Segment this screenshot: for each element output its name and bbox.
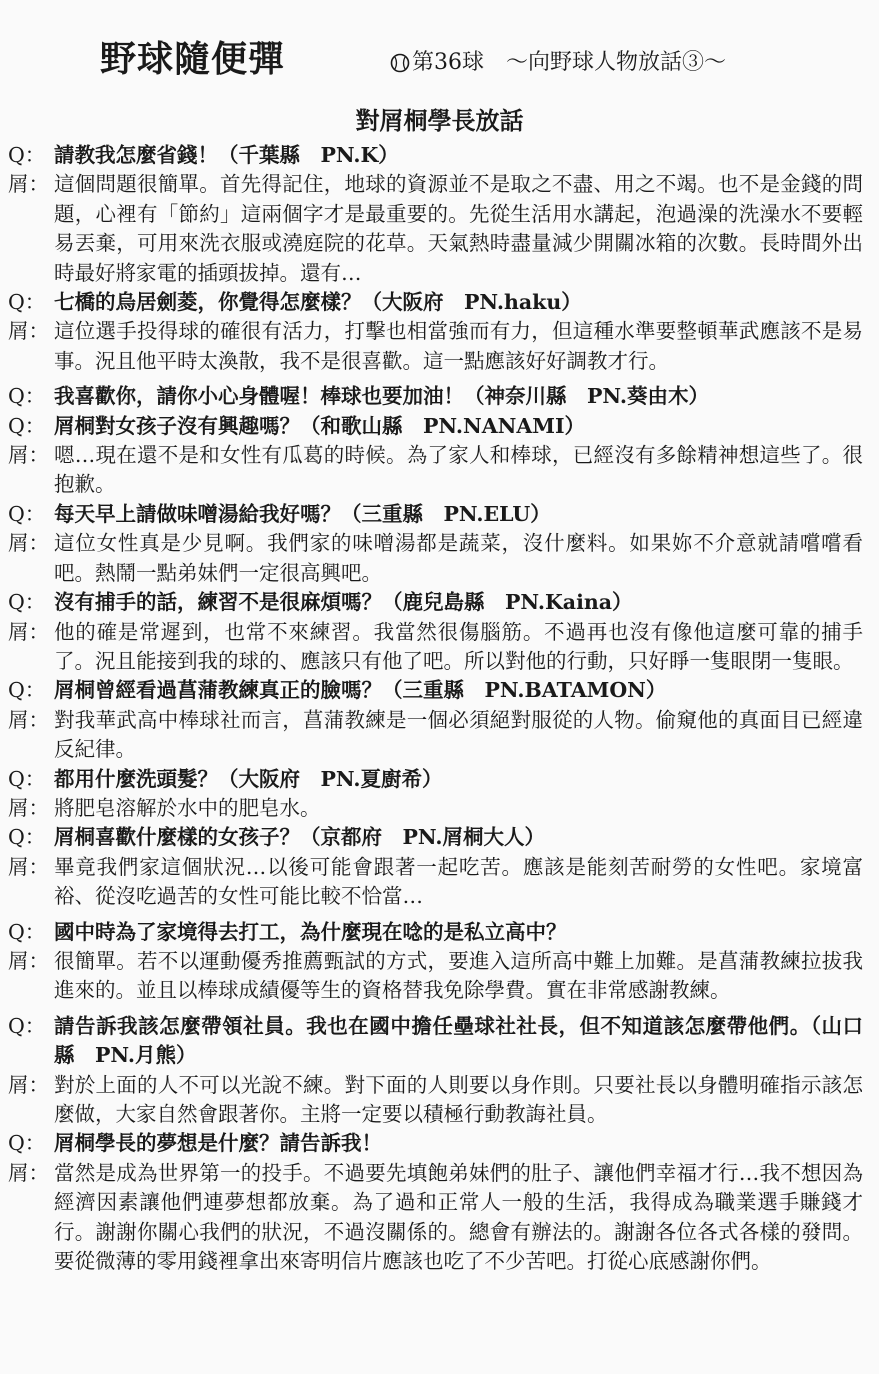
answer-text: 他的確是常遲到，也常不來練習。我當然很傷腦筋。不過再也沒有像他這麼可靠的捕手了。況且能接到我的球的、應該只有他了吧。所以對他的行動，只好睜一隻眼閉一隻眼。 — [54, 619, 863, 673]
answer-text: 當然是成為世界第一的投手。不過要先填飽弟妹們的肚子、讓他們幸福才行…我不想因為經濟因素讓他們連夢想都放棄。為了過和正常人一般的生活，我得成為職業選手賺錢才行。謝謝你關心我們的狀況，不過沒關係的。總會有辦法的。謝謝各位各式各樣的發問。要從微薄的零用錢裡拿出來寄明信片應該也吃了不少苦吧。打從心底感謝你們。 — [54, 1160, 863, 1274]
page-header — [100, 38, 859, 88]
answer-entry — [8, 441, 863, 500]
speaker-label: 屑： — [8, 531, 49, 556]
question-entry — [8, 588, 863, 617]
question-entry — [8, 288, 863, 317]
speaker-label: Q： — [8, 143, 46, 167]
question-text: 屑桐曾經看過菖蒲教練真正的臉嗎？（三重縣 PN.BATAMON） — [54, 678, 667, 703]
answer-entry — [8, 317, 863, 376]
answer-text: 對於上面的人不可以光說不練。對下面的人則要以身作則。只要社長以身體明確指示該怎麼做，大家自然會跟著你。主將一定要以積極行動教誨社員。 — [54, 1072, 863, 1126]
answer-text: 將肥皂溶解於水中的肥皂水。 — [54, 795, 321, 820]
chapter-label: 第36球 ～向野球人物放話③～ — [412, 50, 726, 75]
answer-entry — [8, 1071, 863, 1130]
speaker-label: 屑： — [8, 1072, 49, 1097]
question-text: 請教我怎麼省錢！（千葉縣 PN.K） — [54, 143, 399, 167]
question-text: 屑桐喜歡什麼樣的女孩子？（京都府 PN.屑桐大人） — [54, 825, 545, 850]
answer-entry — [8, 1159, 863, 1277]
question-entry — [8, 412, 863, 441]
speaker-label: Q： — [8, 919, 46, 944]
answer-text: 對我華武高中棒球社而言，菖蒲教練是一個必須絕對服從的人物。偷窺他的真面目已經違反紀律。 — [54, 707, 863, 762]
answer-entry — [8, 947, 863, 1006]
answer-entry — [8, 853, 863, 912]
question-text: 國中時為了家境得去打工，為什麼現在唸的是私立高中？ — [54, 919, 567, 944]
speaker-label: 屑： — [8, 948, 49, 973]
question-text: 我喜歡你，請你小心身體喔！棒球也要加油！（神奈川縣 PN.葵由木） — [54, 384, 709, 409]
question-entry — [8, 382, 863, 411]
question-entry — [8, 676, 863, 705]
speaker-label: Q： — [8, 1013, 46, 1038]
speaker-label: Q： — [8, 501, 46, 526]
answer-entry — [8, 794, 863, 823]
speaker-label: 屑： — [8, 619, 49, 644]
speaker-label: Q： — [8, 290, 46, 315]
answer-entry — [8, 618, 863, 677]
answer-entry — [8, 170, 863, 288]
answer-entry — [8, 529, 863, 588]
speaker-label: 屑： — [8, 443, 49, 468]
question-entry — [8, 141, 863, 170]
question-text: 每天早上請做味噌湯給我好嗎？（三重縣 PN.ELU） — [54, 501, 551, 526]
question-text: 屑桐學長的夢想是什麼？請告訴我！ — [54, 1131, 382, 1156]
question-entry — [8, 918, 863, 947]
qa-list — [8, 141, 863, 1276]
answer-text: 畢竟我們家這個狀況…以後可能會跟著一起吃苦。應該是能刻苦耐勞的女性吧。家境富裕、從沒吃過苦的女性可能比較不恰當… — [54, 854, 863, 909]
question-text: 請告訴我該怎麼帶領社員。我也在國中擔任壘球社社長，但不知道該怎麼帶他們。（山口縣 PN.月熊） — [54, 1013, 863, 1068]
speaker-label: Q： — [8, 590, 46, 615]
speaker-label: 屑： — [8, 707, 49, 732]
answer-text: 嗯…現在還不是和女性有瓜葛的時候。為了家人和棒球，已經沒有多餘精神想這些了。很抱歉。 — [54, 443, 863, 497]
question-text: 七橋的烏居劍菱，你覺得怎麼樣？（大阪府 PN.haku） — [54, 290, 582, 315]
speaker-label: Q： — [8, 678, 46, 703]
speaker-label: Q： — [8, 1131, 46, 1156]
question-entry — [8, 500, 863, 529]
answer-text: 這個問題很簡單。首先得記住，地球的資源並不是取之不盡、用之不竭。也不是金錢的問題，心裡有「節約」這兩個字才是最重要的。先從生活用水講起，泡過澡的洗澡水不要輕易丟棄，可用來洗衣服或澆庭院的花草。天氣熱時盡量減少開關冰箱的次數。長時間外出時最好將家電的插頭拔掉。還有… — [54, 172, 863, 285]
question-text: 屑桐對女孩子沒有興趣嗎？（和歌山縣 PN.NANAMI） — [54, 413, 586, 438]
question-entry — [8, 765, 863, 794]
speaker-label: 屑： — [8, 854, 49, 879]
answer-text: 很簡單。若不以運動優秀推薦甄試的方式，要進入這所高中難上加難。是菖蒲教練拉拔我進來的。並且以棒球成績優等生的資格替我免除學費。實在非常感謝教練。 — [54, 948, 863, 1003]
speaker-label: 屑： — [8, 172, 49, 197]
question-text: 沒有捕手的話，練習不是很麻煩嗎？（鹿兒島縣 PN.Kaina） — [54, 590, 633, 615]
speaker-label: Q： — [8, 825, 46, 850]
answer-entry — [8, 706, 863, 765]
question-entry — [8, 1129, 863, 1158]
speaker-label: Q： — [8, 384, 46, 409]
question-text: 都用什麼洗頭髮？（大阪府 PN.夏廚希） — [54, 766, 443, 791]
baseball-icon — [390, 53, 410, 73]
speaker-label: Q： — [8, 766, 46, 791]
answer-text: 這位女性真是少見啊。我們家的味噌湯都是蔬菜，沒什麼料。如果妳不介意就請嚐嚐看吧。熱鬧一點弟妹們一定很高興吧。 — [54, 531, 863, 585]
speaker-label: Q： — [8, 413, 46, 438]
answer-text: 這位選手投得球的確很有活力，打擊也相當強而有力，但這種水準要整頓華武應該不是易事。況且他平時太渙散，我不是很喜歡。這一點應該好好調教才行。 — [54, 319, 863, 373]
section-title: 對屑桐學長放話 — [355, 107, 524, 135]
question-entry — [8, 823, 863, 852]
question-entry — [8, 1012, 863, 1071]
speaker-label: 屑： — [8, 319, 49, 344]
chapter-heading — [390, 48, 726, 78]
speaker-label: 屑： — [8, 795, 49, 820]
speaker-label: 屑： — [8, 1160, 49, 1185]
series-title: 野球隨便彈 — [100, 39, 286, 80]
